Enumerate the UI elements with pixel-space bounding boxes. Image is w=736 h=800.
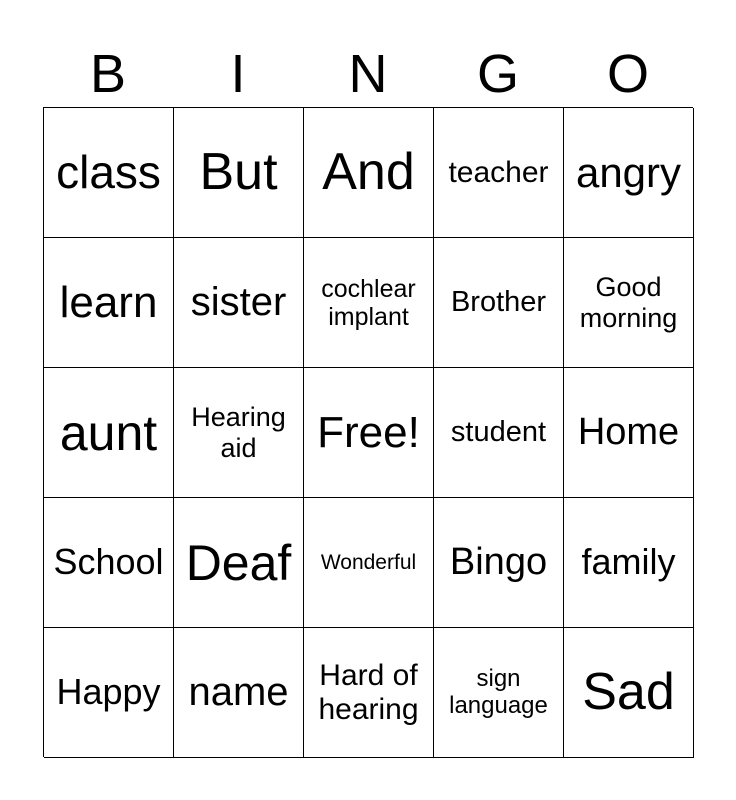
header-letter-n: N <box>348 44 388 104</box>
bingo-cell[interactable]: sign language <box>434 628 564 758</box>
bingo-cell[interactable]: sister <box>174 238 304 368</box>
bingo-cell[interactable]: Wonderful <box>304 498 434 628</box>
bingo-cell[interactable]: Hearing aid <box>174 368 304 498</box>
bingo-header <box>43 40 693 108</box>
bingo-cell[interactable]: aunt <box>44 368 174 498</box>
bingo-cell[interactable]: Brother <box>434 238 564 368</box>
bingo-cell[interactable]: name <box>174 628 304 758</box>
bingo-cell[interactable]: Deaf <box>174 498 304 628</box>
bingo-cell[interactable]: Bingo <box>434 498 564 628</box>
bingo-cell[interactable]: Home <box>564 368 694 498</box>
header-letter-i: I <box>230 44 246 104</box>
bingo-cell[interactable]: And <box>304 108 434 238</box>
bingo-cell[interactable]: cochlear implant <box>304 238 434 368</box>
bingo-board <box>43 107 693 757</box>
bingo-cell[interactable]: family <box>564 498 694 628</box>
bingo-cell[interactable]: Happy <box>44 628 174 758</box>
bingo-cell[interactable]: angry <box>564 108 694 238</box>
bingo-cell[interactable]: Good morning <box>564 238 694 368</box>
bingo-cell[interactable]: School <box>44 498 174 628</box>
bingo-cell[interactable]: class <box>44 108 174 238</box>
bingo-cell[interactable]: But <box>174 108 304 238</box>
bingo-cell[interactable]: student <box>434 368 564 498</box>
bingo-cell[interactable]: Sad <box>564 628 694 758</box>
bingo-cell[interactable]: learn <box>44 238 174 368</box>
header-letter-g: G <box>476 44 519 104</box>
bingo-cell[interactable]: teacher <box>434 108 564 238</box>
bingo-cell[interactable]: Hard of hearing <box>304 628 434 758</box>
header-letter-b: B <box>89 44 127 104</box>
free-space[interactable]: Free! <box>304 368 434 498</box>
header-letter-o: O <box>606 44 649 104</box>
